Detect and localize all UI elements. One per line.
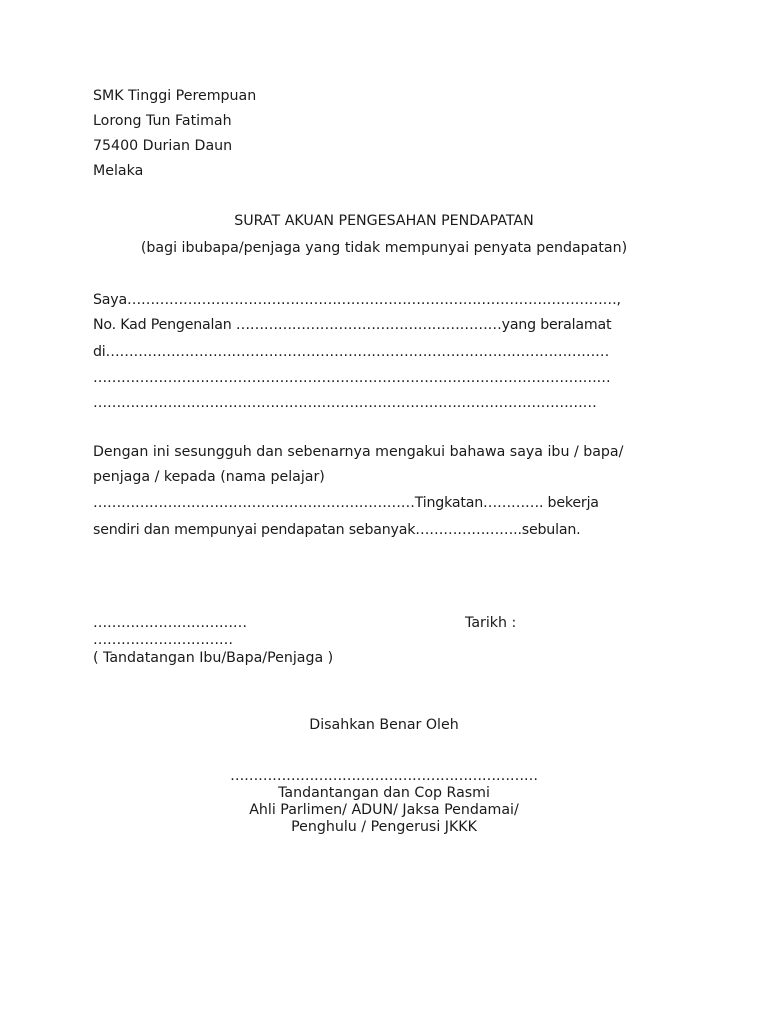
declaration-line-3: ……………………………………………………………Tingkatan…………. bekerja: [93, 495, 599, 511]
declaration-line-1: Dengan ini sesungguh dan sebenarnya mengakui bahawa saya ibu / bapa/: [93, 444, 624, 460]
address-fill-line-1: di………………………………………………………………………………………………: [93, 344, 610, 360]
endorsement-heading: Disahkan Benar Oleh: [309, 717, 459, 733]
address-fill-line-3: ………………………………………………………………………………………………: [93, 395, 597, 411]
address-line-school: SMK Tinggi Perempuan: [93, 88, 257, 104]
document-title: SURAT AKUAN PENGESAHAN PENDAPATAN: [234, 213, 534, 229]
endorsement-line-3: Penghulu / Pengerusi JKKK: [291, 819, 477, 835]
name-fill-line: Saya……………………………………………………………………………………………,: [93, 292, 621, 308]
declaration-line-2: penjaga / kepada (nama pelajar): [93, 469, 325, 485]
document-subtitle: (bagi ibubapa/penjaga yang tidak mempunyai penyata pendapatan): [140, 240, 628, 256]
endorsement-line-2: Ahli Parlimen/ ADUN/ Jaksa Pendamai/: [249, 802, 519, 818]
address-fill-line-2: …………………………………………………………………………………………………: [93, 370, 611, 386]
date-label: Tarikh :: [465, 615, 517, 631]
ic-number-fill-line: No. Kad Pengenalan …………………………………………………yang beralamat: [93, 317, 612, 333]
signature-dots: ……………………………: [93, 615, 247, 631]
address-line-street: Lorong Tun Fatimah: [93, 113, 232, 129]
address-line-postcode: 75400 Durian Daun: [93, 138, 233, 154]
declaration-line-4: sendiri dan mempunyai pendapatan sebanyak…………………..sebulan.: [93, 522, 581, 538]
endorsement-line-1: Tandantangan dan Cop Rasmi: [278, 785, 490, 801]
address-line-state: Melaka: [93, 163, 144, 179]
date-dots: …………………………: [93, 632, 233, 648]
endorsement-signature-dots: …………………………………………………………: [230, 768, 538, 784]
signature-caption: ( Tandatangan Ibu/Bapa/Penjaga ): [93, 650, 334, 666]
